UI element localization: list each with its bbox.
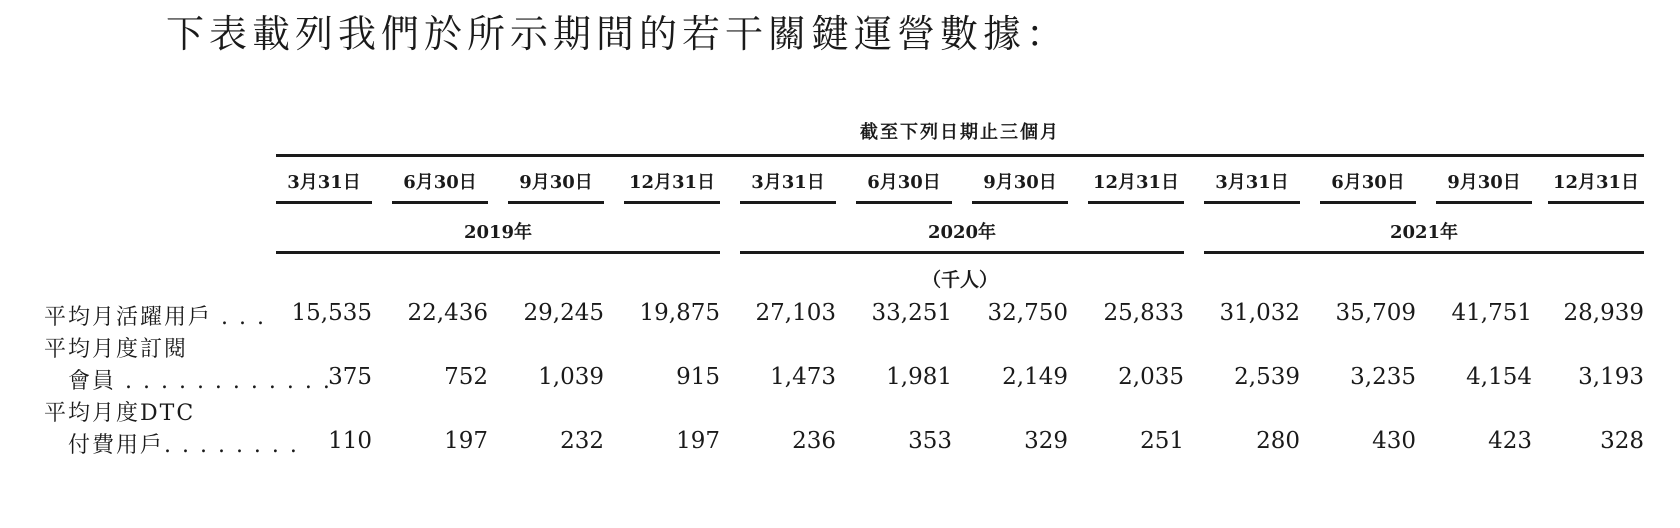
table-cell: 29,245: [523, 300, 604, 326]
row-label-subscribers-line1: 平均月度訂閱: [44, 337, 189, 362]
table-cell: 752: [444, 364, 488, 390]
row-label-dtc-text: 付費用戶. . . . . . . .: [68, 433, 299, 458]
row-label-dtc-line1: 平均月度DTC: [44, 401, 196, 426]
table-cell: 15,535: [291, 300, 372, 326]
table-cell: 375: [328, 364, 372, 390]
table-cell: 19,875: [639, 300, 720, 326]
column-header: 9月30日: [519, 172, 593, 193]
column-header: 3月31日: [751, 172, 825, 193]
table-cell: 329: [1024, 428, 1068, 454]
table-cell: 28,939: [1563, 300, 1644, 326]
table-cell: 1,981: [886, 364, 952, 390]
column-header: 3月31日: [287, 172, 361, 193]
row-label-mau: 平均月活躍用戶 . . .: [44, 305, 266, 330]
row-label-dtc-line2: [44, 428, 299, 459]
column-header: 6月30日: [867, 172, 941, 193]
column-rule: [1548, 201, 1644, 204]
column-rule: [856, 201, 952, 204]
column-rule: [740, 201, 836, 204]
column-header: 9月30日: [983, 172, 1057, 193]
column-header: 6月30日: [403, 172, 477, 193]
table-cell: 197: [444, 428, 488, 454]
table-cell: 33,251: [871, 300, 952, 326]
header-top-rule: [276, 154, 1644, 157]
unit-label: （千人）: [921, 269, 998, 291]
year-header-2021: 2021年: [1389, 222, 1459, 243]
table-cell: 31,032: [1219, 300, 1300, 326]
column-rule: [1088, 201, 1184, 204]
table-cell: 35,709: [1335, 300, 1416, 326]
column-rule: [276, 201, 372, 204]
table-cell: 1,473: [770, 364, 836, 390]
column-header: 9月30日: [1447, 172, 1521, 193]
table-cell: 3,235: [1350, 364, 1416, 390]
table-cell: 110: [328, 428, 372, 454]
table-cell: 197: [676, 428, 720, 454]
table-cell: 27,103: [755, 300, 836, 326]
table-cell: 2,035: [1118, 364, 1184, 390]
table-cell: 430: [1372, 428, 1416, 454]
column-header: 12月31日: [1092, 172, 1180, 193]
table-cell: 3,193: [1578, 364, 1644, 390]
table-cell: 353: [908, 428, 952, 454]
column-rule: [972, 201, 1068, 204]
column-rule: [624, 201, 720, 204]
year-rule: [1204, 251, 1644, 254]
table-cell: 232: [560, 428, 604, 454]
year-rule: [276, 251, 720, 254]
table-cell: 22,436: [407, 300, 488, 326]
column-rule: [508, 201, 604, 204]
column-rule: [1204, 201, 1300, 204]
column-header: 12月31日: [1552, 172, 1640, 193]
table-cell: 4,154: [1466, 364, 1532, 390]
table-cell: 280: [1256, 428, 1300, 454]
column-header: 12月31日: [628, 172, 716, 193]
column-rule: [392, 201, 488, 204]
table-cell: 2,539: [1234, 364, 1300, 390]
year-header-2020: 2020年: [927, 222, 997, 243]
table-cell: 32,750: [987, 300, 1068, 326]
column-rule: [1320, 201, 1416, 204]
year-header-2019: 2019年: [463, 222, 533, 243]
table-cell: 251: [1140, 428, 1184, 454]
table-cell: 1,039: [538, 364, 604, 390]
year-rule: [740, 251, 1184, 254]
table-cell: 915: [676, 364, 720, 390]
table-cell: 25,833: [1103, 300, 1184, 326]
table-cell: 423: [1488, 428, 1532, 454]
table-cell: 2,149: [1002, 364, 1068, 390]
column-rule: [1436, 201, 1532, 204]
period-span-header: 截至下列日期止三個月: [860, 122, 1060, 143]
table-cell: 328: [1600, 428, 1644, 454]
column-header: 6月30日: [1331, 172, 1405, 193]
table-cell: 236: [792, 428, 836, 454]
table-cell: 41,751: [1451, 300, 1532, 326]
row-label-subscribers-text: 會員 . . . . . . . . . . . .: [68, 369, 332, 394]
intro-sentence: 下表載列我們於所示期間的若干關鍵運營數據：: [166, 12, 1070, 56]
column-header: 3月31日: [1215, 172, 1289, 193]
